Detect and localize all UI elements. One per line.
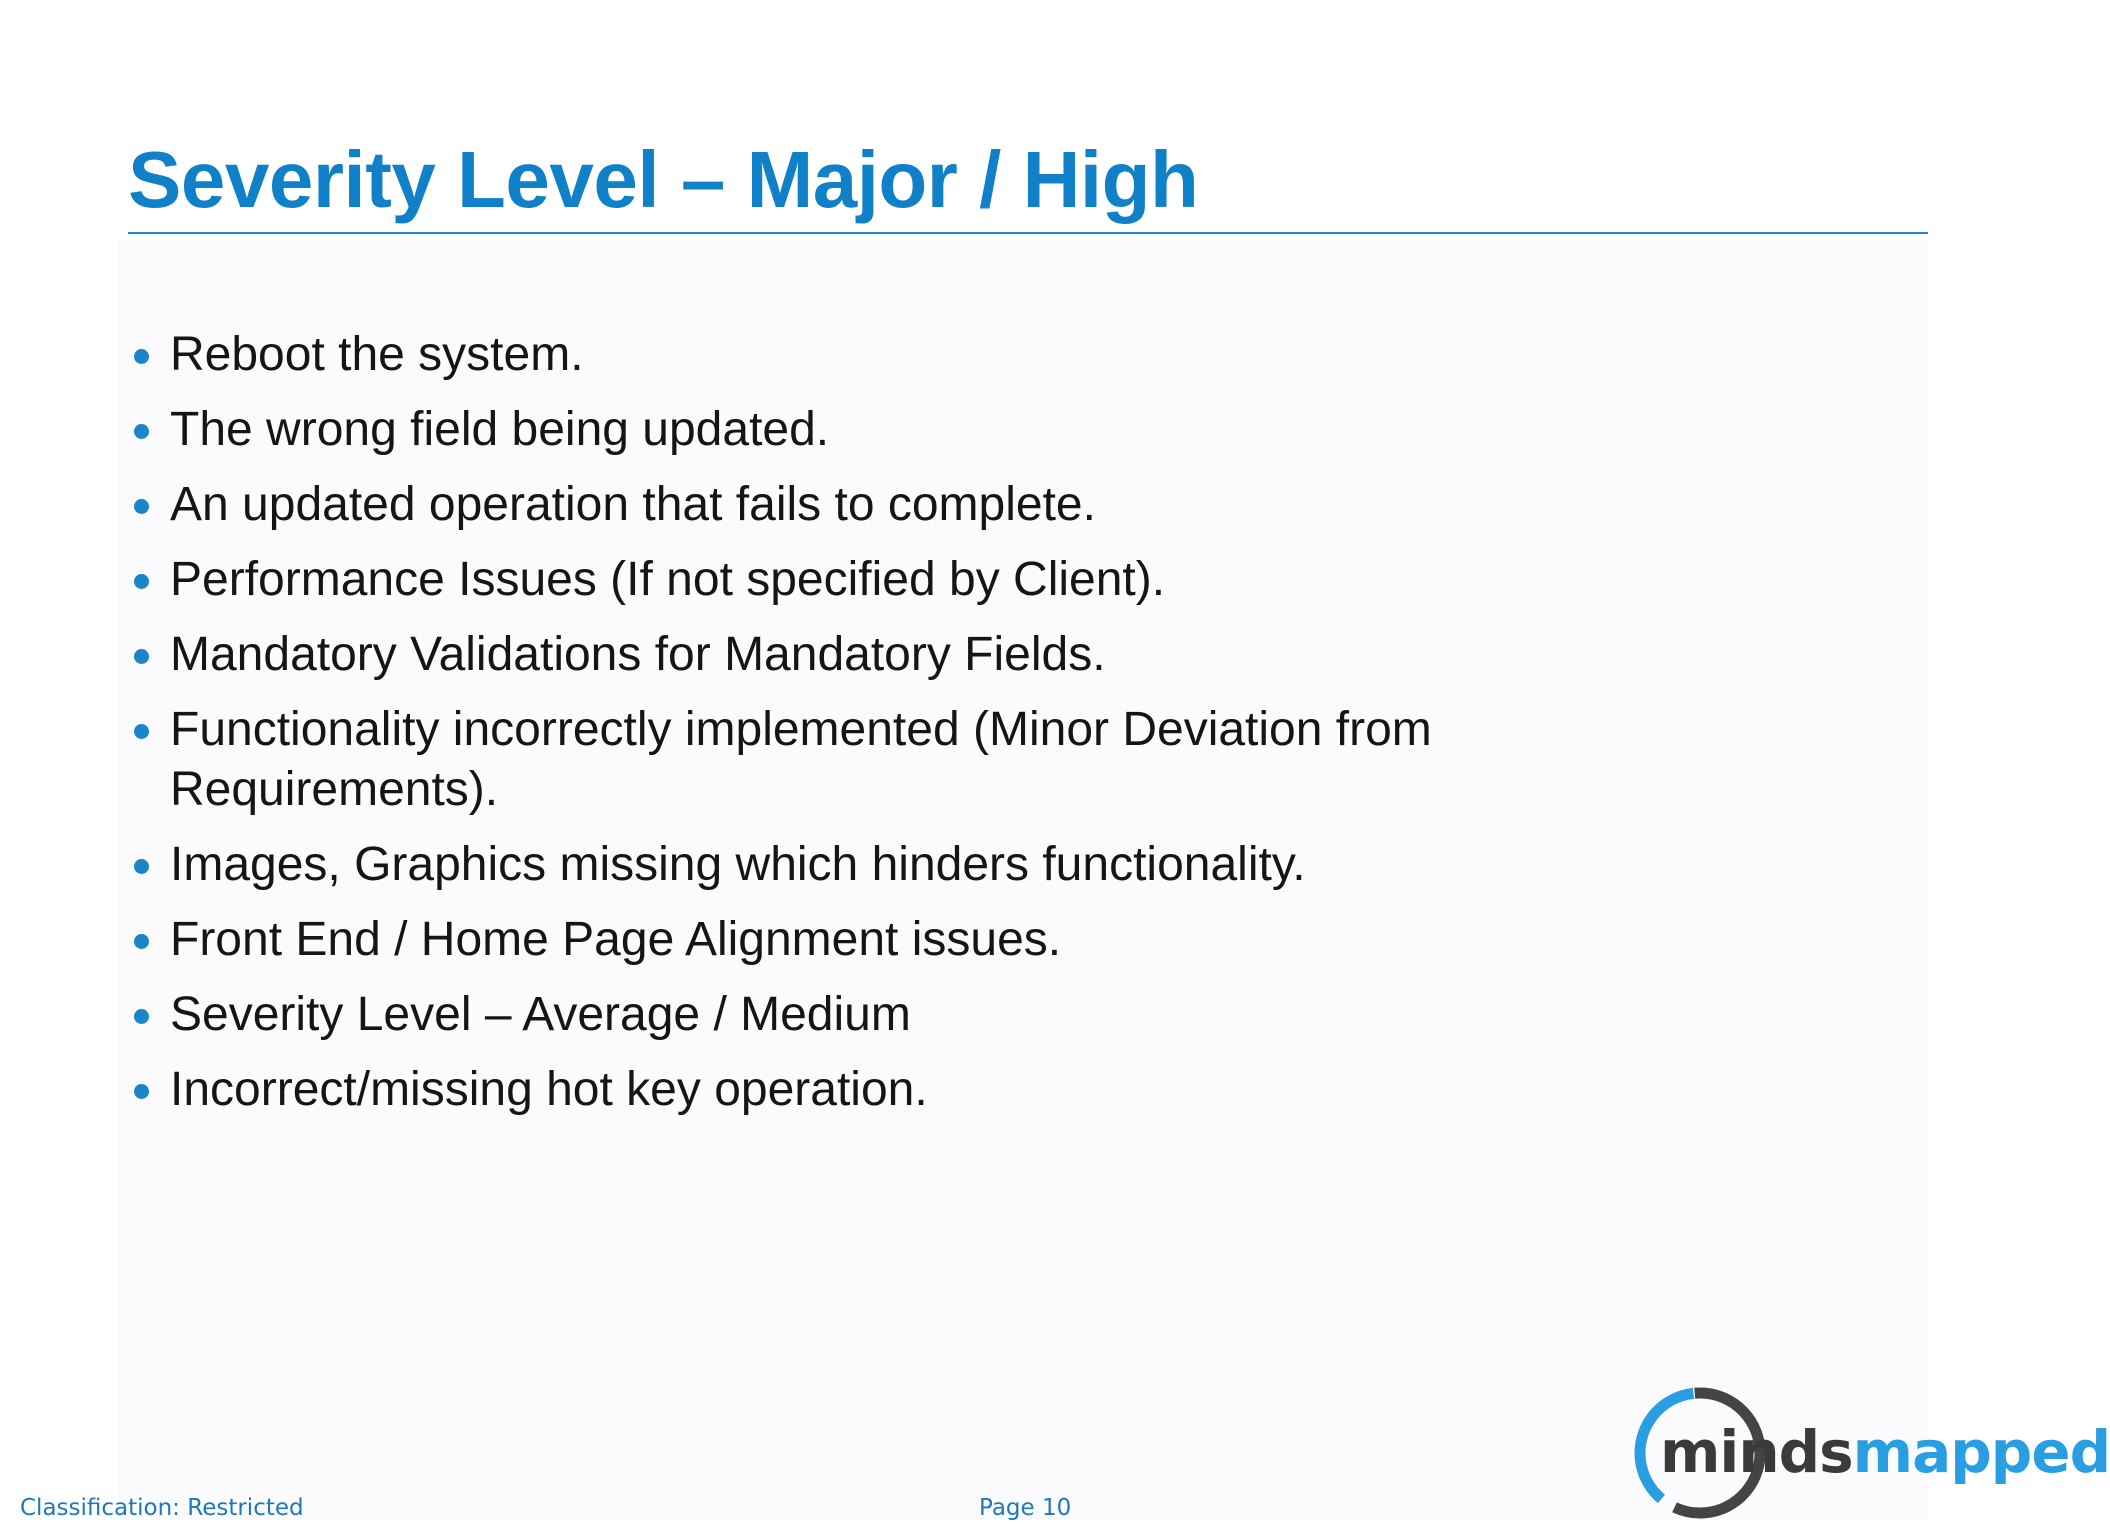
classification-label: Classification: Restricted [20, 1495, 304, 1521]
bullet-text: Incorrect/missing hot key operation. [170, 1063, 928, 1116]
bullet-item [128, 910, 1688, 970]
bullet-icon [134, 649, 149, 664]
title-underline [128, 232, 1928, 234]
slide-title: Severity Level – Major / High [128, 135, 1199, 224]
bullet-list [128, 325, 1688, 1135]
bullet-text: The wrong field being updated. [170, 403, 830, 456]
bullet-text: Severity Level – Average / Medium [170, 988, 911, 1041]
bullet-icon [134, 1084, 149, 1099]
bullet-text: Front End / Home Page Alignment issues. [170, 913, 1062, 966]
bullet-icon [134, 499, 149, 514]
bullet-text: An updated operation that fails to complete. [170, 478, 1096, 531]
bullet-item [128, 625, 1688, 685]
bullet-text: Performance Issues (If not specified by Client). [170, 553, 1166, 606]
logo-text-part1: minds [1660, 1418, 1853, 1486]
bullet-icon [134, 859, 149, 874]
bullet-text: Mandatory Validations for Mandatory Fields. [170, 628, 1106, 681]
bullet-icon [134, 1009, 149, 1024]
bullet-item [128, 1060, 1688, 1120]
bullet-icon [134, 934, 149, 949]
bullet-item [128, 835, 1688, 895]
page-number: Page 10 [979, 1495, 1072, 1521]
bullet-icon [134, 574, 149, 589]
bullet-item [128, 550, 1688, 610]
bullet-item [128, 325, 1688, 385]
logo-wordmark [1660, 1417, 2110, 1487]
bullet-text: Functionality incorrectly implemented (Minor Deviation from Requirements). [170, 703, 1432, 816]
bullet-icon [134, 724, 149, 739]
bullet-text: Images, Graphics missing which hinders functionality. [170, 838, 1306, 891]
bullet-item [128, 985, 1688, 1045]
bullet-item [128, 475, 1688, 535]
bullet-icon [134, 349, 149, 364]
bullet-item [128, 700, 1688, 820]
bullet-text: Reboot the system. [170, 328, 584, 381]
bullet-icon [134, 424, 149, 439]
brand-logo [1630, 1383, 2110, 1523]
bullet-item [128, 400, 1688, 460]
logo-text-part2: mapped [1852, 1418, 2110, 1486]
